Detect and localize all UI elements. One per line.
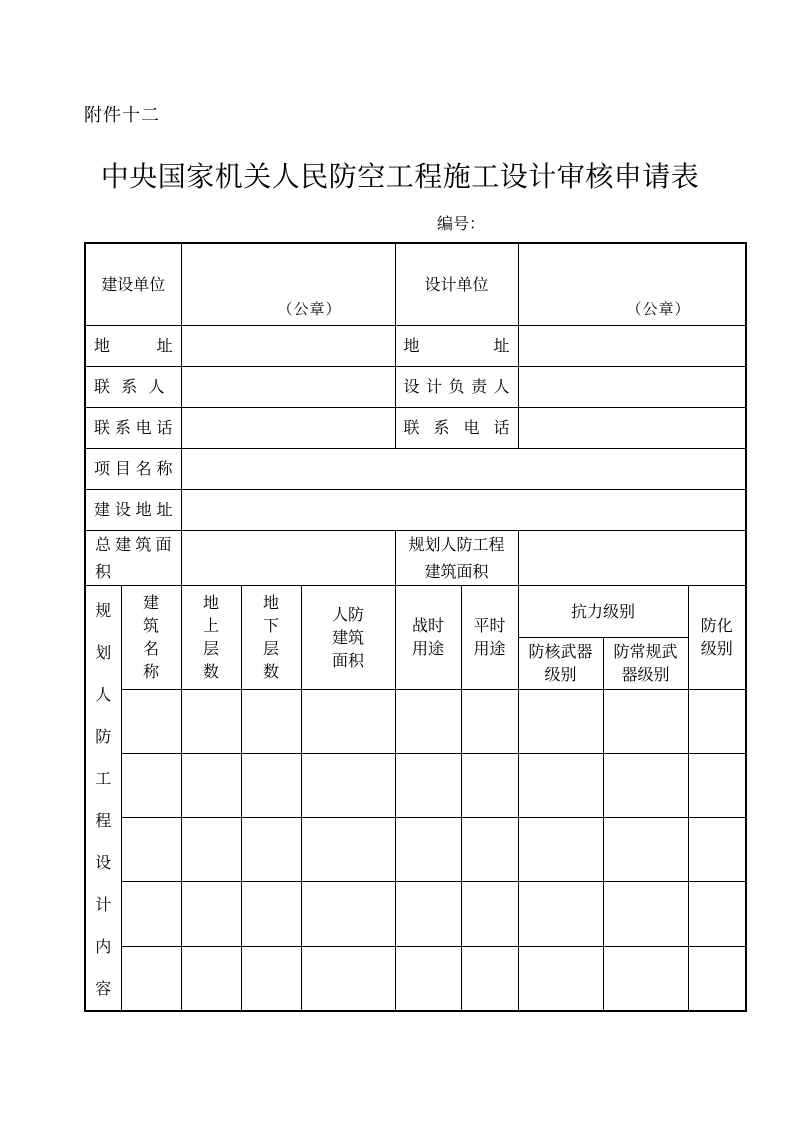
cell[interactable] bbox=[395, 689, 461, 753]
project-name-field[interactable] bbox=[181, 448, 746, 489]
attachment-label: 附件十二 bbox=[84, 105, 160, 126]
cell[interactable] bbox=[688, 946, 746, 1010]
table-row bbox=[85, 882, 746, 946]
cell[interactable] bbox=[121, 689, 181, 753]
col-peace-use: 平时用途 bbox=[461, 585, 518, 689]
col-chemical-level: 防化级别 bbox=[688, 585, 746, 689]
design-unit-field[interactable] bbox=[518, 243, 746, 325]
planned-area-field[interactable] bbox=[518, 530, 746, 585]
build-address-field[interactable] bbox=[181, 489, 746, 530]
design-unit-label: 设计单位 bbox=[395, 243, 518, 325]
cell[interactable] bbox=[518, 818, 603, 882]
cell[interactable] bbox=[181, 689, 241, 753]
contact-label: 联系人 bbox=[85, 366, 181, 407]
cell[interactable] bbox=[121, 946, 181, 1010]
cell[interactable] bbox=[181, 818, 241, 882]
cell[interactable] bbox=[241, 818, 301, 882]
cell[interactable] bbox=[181, 882, 241, 946]
col-war-use: 战时用途 bbox=[395, 585, 461, 689]
design-lead-field[interactable] bbox=[518, 366, 746, 407]
cell[interactable] bbox=[181, 946, 241, 1010]
cell[interactable] bbox=[688, 753, 746, 817]
cell[interactable] bbox=[688, 882, 746, 946]
cell[interactable] bbox=[688, 689, 746, 753]
project-name-label: 项目名称 bbox=[85, 448, 181, 489]
col-floors-below: 地下层数 bbox=[241, 585, 301, 689]
build-address-label: 建设地址 bbox=[85, 489, 181, 530]
table-row bbox=[85, 946, 746, 1010]
cell[interactable] bbox=[241, 753, 301, 817]
cell[interactable] bbox=[518, 753, 603, 817]
cell[interactable] bbox=[518, 882, 603, 946]
cell[interactable] bbox=[461, 818, 518, 882]
construction-phone-field[interactable] bbox=[181, 407, 395, 448]
cell[interactable] bbox=[241, 689, 301, 753]
table-row bbox=[85, 689, 746, 753]
col-floors-above: 地上层数 bbox=[181, 585, 241, 689]
cell[interactable] bbox=[241, 882, 301, 946]
planned-area-label: 规划人防工程建筑面积 bbox=[395, 530, 518, 585]
cell[interactable] bbox=[461, 946, 518, 1010]
cell[interactable] bbox=[301, 753, 395, 817]
construction-unit-stamp: （公章） bbox=[277, 299, 342, 318]
section-label-text: 规划人防工程设计内容 bbox=[95, 600, 112, 998]
cell[interactable] bbox=[603, 882, 688, 946]
col-building-name: 建筑名称 bbox=[121, 585, 181, 689]
construction-address-field[interactable] bbox=[181, 325, 395, 366]
cell[interactable] bbox=[301, 882, 395, 946]
col-civil-area: 人防建筑面积 bbox=[301, 585, 395, 689]
cell[interactable] bbox=[301, 946, 395, 1010]
cell[interactable] bbox=[603, 818, 688, 882]
cell[interactable] bbox=[395, 818, 461, 882]
cell[interactable] bbox=[461, 882, 518, 946]
design-unit-stamp: （公章） bbox=[626, 299, 691, 318]
design-address-field[interactable] bbox=[518, 325, 746, 366]
cell[interactable] bbox=[301, 689, 395, 753]
design-address-label: 地址 bbox=[395, 325, 518, 366]
design-phone-label: 联系电话 bbox=[395, 407, 518, 448]
cell[interactable] bbox=[603, 689, 688, 753]
cell[interactable] bbox=[461, 753, 518, 817]
col-resistance-level: 抗力级别 bbox=[518, 585, 688, 637]
cell[interactable] bbox=[121, 818, 181, 882]
table-row bbox=[85, 753, 746, 817]
cell[interactable] bbox=[241, 946, 301, 1010]
cell[interactable] bbox=[518, 689, 603, 753]
table-row bbox=[85, 818, 746, 882]
total-area-label: 总建筑面积 bbox=[85, 530, 181, 585]
cell[interactable] bbox=[395, 753, 461, 817]
number-label: 编号： bbox=[437, 214, 486, 233]
design-lead-label: 设计负责人 bbox=[395, 366, 518, 407]
cell[interactable] bbox=[603, 946, 688, 1010]
col-conventional-level: 防常规武器级别 bbox=[603, 637, 688, 689]
construction-unit-field[interactable] bbox=[181, 243, 395, 325]
cell[interactable] bbox=[603, 753, 688, 817]
cell[interactable] bbox=[181, 753, 241, 817]
design-phone-field[interactable] bbox=[518, 407, 746, 448]
cell[interactable] bbox=[461, 689, 518, 753]
construction-address-label: 地址 bbox=[85, 325, 181, 366]
cell[interactable] bbox=[395, 882, 461, 946]
contact-field[interactable] bbox=[181, 366, 395, 407]
cell[interactable] bbox=[688, 818, 746, 882]
cell[interactable] bbox=[121, 882, 181, 946]
col-nuclear-level: 防核武器级别 bbox=[518, 637, 603, 689]
cell[interactable] bbox=[301, 818, 395, 882]
application-form-table bbox=[84, 242, 747, 1012]
total-area-field[interactable] bbox=[181, 530, 395, 585]
construction-phone-label: 联系电话 bbox=[85, 407, 181, 448]
cell[interactable] bbox=[518, 946, 603, 1010]
construction-unit-label: 建设单位 bbox=[85, 243, 181, 325]
design-content-section-label bbox=[85, 585, 121, 1011]
cell[interactable] bbox=[121, 753, 181, 817]
cell[interactable] bbox=[395, 946, 461, 1010]
page-title: 中央国家机关人民防空工程施工设计审核申请表 bbox=[100, 160, 700, 193]
